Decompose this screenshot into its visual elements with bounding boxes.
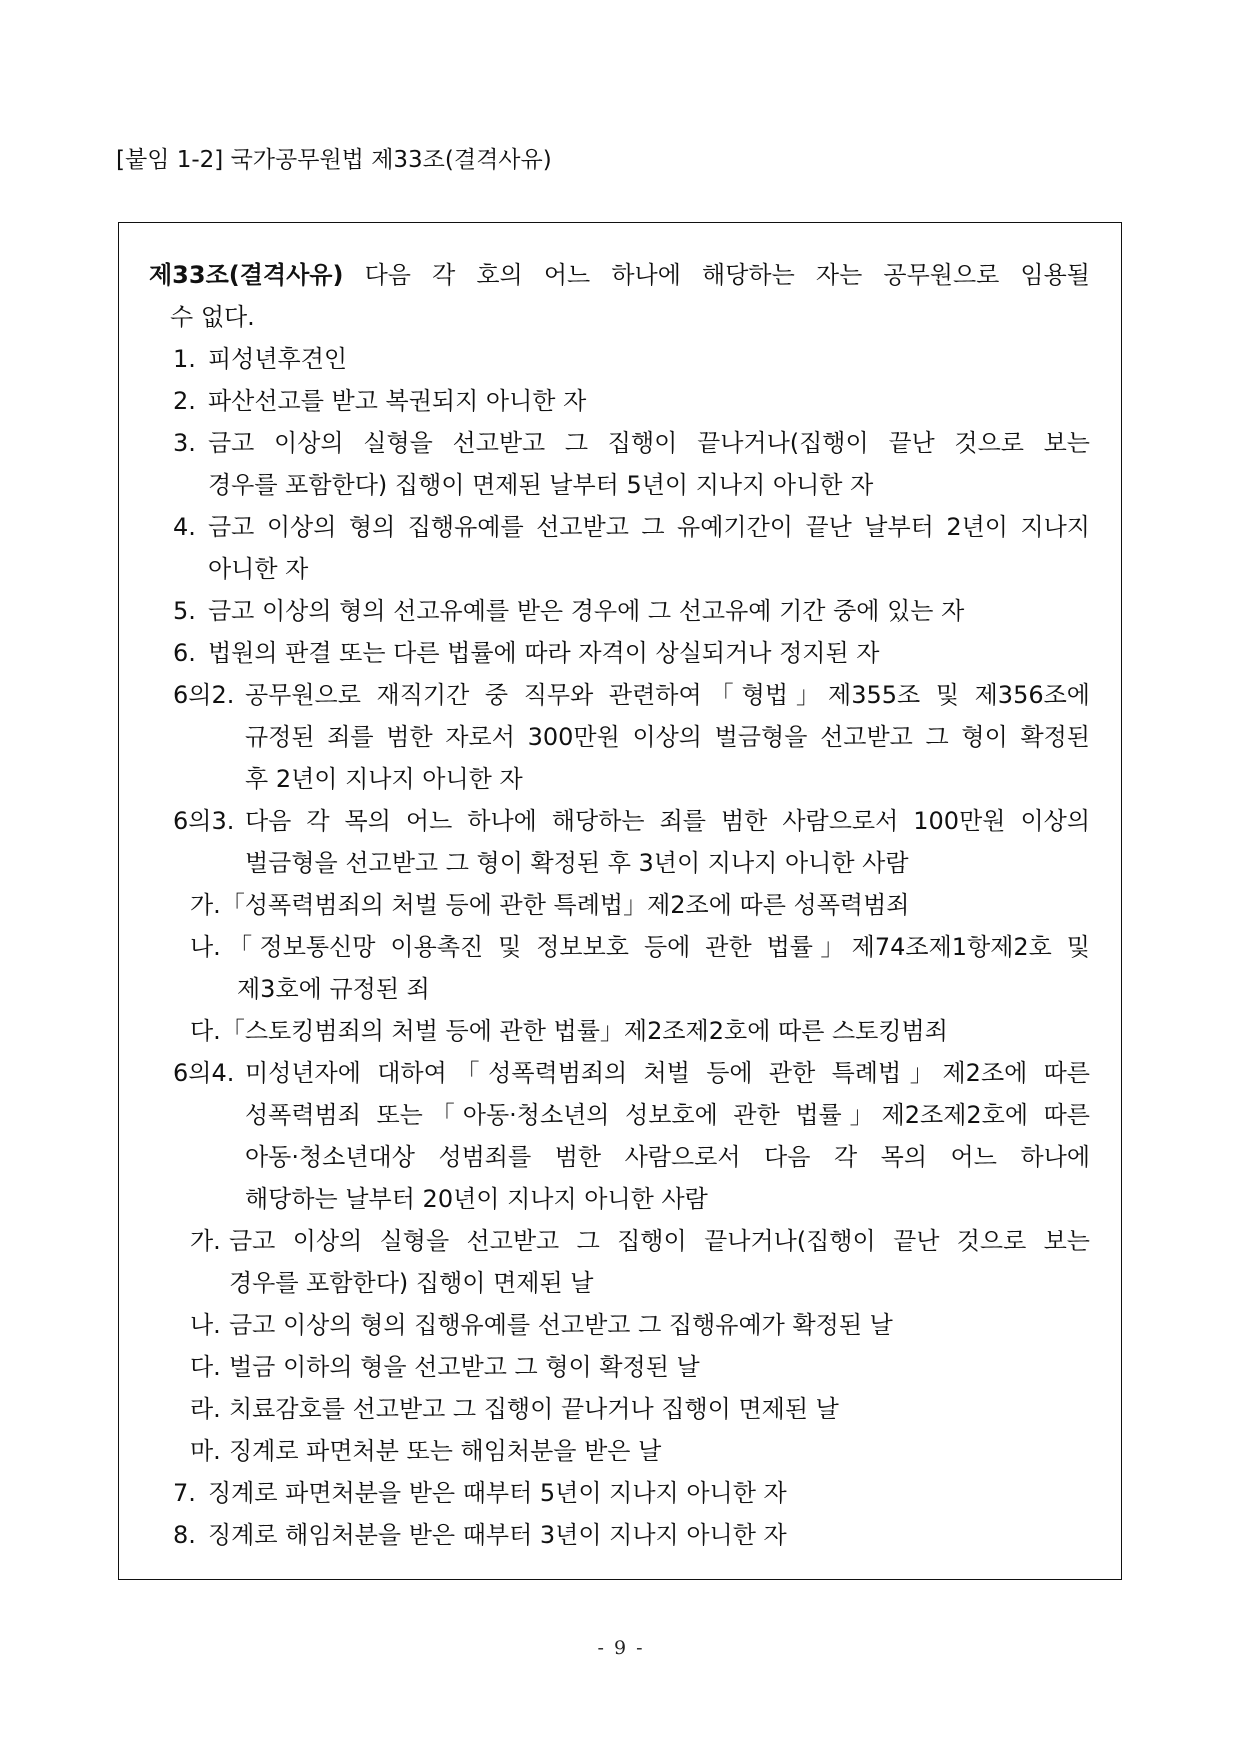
subitem-label: 가. <box>190 1227 221 1255</box>
item-text: 피성년후견인 <box>208 345 348 373</box>
subitem-text: 제3호에 규정된 죄 <box>237 975 430 1003</box>
item-6-4 <box>173 1052 1090 1094</box>
item-4-continued <box>208 548 1090 590</box>
item-6-4-continued <box>245 1094 1090 1136</box>
item-7 <box>173 1472 1090 1514</box>
subitem-6-4-na <box>190 1304 1090 1346</box>
subitem-6-4-ga <box>190 1220 1090 1262</box>
item-text: 금고 이상의 실형을 선고받고 그 집행이 끝나거나(집행이 끝난 것으로 보는 <box>208 429 1090 457</box>
subitem-label: 가. <box>190 891 221 919</box>
item-text: 금고 이상의 형의 집행유예를 선고받고 그 유예기간이 끝난 날부터 2년이 지나지 <box>208 513 1090 541</box>
item-text: 금고 이상의 형의 선고유예를 받은 경우에 그 선고유예 기간 중에 있는 자 <box>208 597 965 625</box>
subitem-6-4-ma <box>190 1430 1090 1472</box>
subitem-text: 치료감호를 선고받고 그 집행이 끝나거나 집행이 면제된 날 <box>229 1395 839 1423</box>
item-number: 1. <box>173 345 196 373</box>
item-text: 아니한 자 <box>208 555 309 583</box>
item-number: 6의4. <box>173 1059 235 1087</box>
item-6-3-continued <box>245 842 1090 884</box>
item-3 <box>173 422 1090 464</box>
article-intro-text: 다음 각 호의 어느 하나에 해당하는 자는 공무원으로 임용될 <box>364 261 1090 289</box>
item-5 <box>173 590 1090 632</box>
subitem-label: 다. <box>190 1017 221 1045</box>
subitem-6-4-da <box>190 1346 1090 1388</box>
item-text: 아동·청소년대상 성범죄를 범한 사람으로서 다음 각 목의 어느 하나에 <box>245 1143 1090 1171</box>
item-number: 3. <box>173 429 196 457</box>
subitem-6-3-ga <box>190 884 1090 926</box>
attachment-title: [붙임 1-2] 국가공무원법 제33조(결격사유) <box>116 147 552 173</box>
article-heading: 제33조(결격사유) <box>149 261 344 289</box>
article-box <box>118 222 1122 1580</box>
article-intro-line <box>170 296 1090 338</box>
item-6-4-continued <box>245 1178 1090 1220</box>
item-text: 해당하는 날부터 20년이 지나지 아니한 사람 <box>245 1185 708 1213</box>
subitem-6-4-ra <box>190 1388 1090 1430</box>
item-number: 6의2. <box>173 681 235 709</box>
item-number: 2. <box>173 387 196 415</box>
subitem-text: 벌금 이하의 형을 선고받고 그 형이 확정된 날 <box>229 1353 700 1381</box>
item-number: 8. <box>173 1521 196 1549</box>
item-text: 파산선고를 받고 복권되지 아니한 자 <box>208 387 587 415</box>
item-text: 법원의 판결 또는 다른 법률에 따라 자격이 상실되거나 정지된 자 <box>208 639 880 667</box>
article-intro-text: 수 없다. <box>170 303 255 331</box>
item-text: 징계로 해임처분을 받은 때부터 3년이 지나지 아니한 자 <box>208 1521 787 1549</box>
subitem-6-4-ga-continued <box>229 1262 1090 1304</box>
item-text: 벌금형을 선고받고 그 형이 확정된 후 3년이 지나지 아니한 사람 <box>245 849 909 877</box>
article-text <box>119 254 1090 1556</box>
subitem-text: 금고 이상의 형의 집행유예를 선고받고 그 집행유예가 확정된 날 <box>229 1311 893 1339</box>
subitem-text: 「스토킹범죄의 처벌 등에 관한 법률」제2조제2호에 따른 스토킹범죄 <box>220 1017 948 1045</box>
subitem-label: 나. <box>190 1311 221 1339</box>
item-text: 징계로 파면처분을 받은 때부터 5년이 지나지 아니한 자 <box>208 1479 787 1507</box>
item-6-4-continued <box>245 1136 1090 1178</box>
subitem-text: 경우를 포함한다) 집행이 면제된 날 <box>229 1269 594 1297</box>
subitem-label: 마. <box>190 1437 221 1465</box>
item-text: 공무원으로 재직기간 중 직무와 관련하여「형법」제355조 및 제356조에 <box>245 681 1090 709</box>
item-2 <box>173 380 1090 422</box>
subitem-6-3-na <box>190 926 1090 968</box>
item-number: 4. <box>173 513 196 541</box>
item-6-2-continued <box>245 758 1090 800</box>
page-number: - 9 - <box>597 1637 643 1659</box>
item-number: 5. <box>173 597 196 625</box>
item-8 <box>173 1514 1090 1556</box>
item-text: 후 2년이 지나지 아니한 자 <box>245 765 523 793</box>
item-text: 규정된 죄를 범한 자로서 300만원 이상의 벌금형을 선고받고 그 형이 확정된 <box>245 723 1090 751</box>
subitem-6-3-na-continued <box>237 968 1090 1010</box>
item-text: 성폭력범죄 또는「아동·청소년의 성보호에 관한 법률」제2조제2호에 따른 <box>245 1101 1090 1129</box>
subitem-text: 징계로 파면처분 또는 해임처분을 받은 날 <box>229 1437 662 1465</box>
subitem-text: 금고 이상의 실형을 선고받고 그 집행이 끝나거나(집행이 끝난 것으로 보는 <box>229 1227 1090 1255</box>
item-text: 다음 각 목의 어느 하나에 해당하는 죄를 범한 사람으로서 100만원 이상의 <box>245 807 1090 835</box>
subitem-6-3-da <box>190 1010 1090 1052</box>
item-6-2 <box>173 674 1090 716</box>
subitem-label: 다. <box>190 1353 221 1381</box>
subitem-label: 나. <box>190 933 221 961</box>
item-text: 미성년자에 대하여「성폭력범죄의 처벌 등에 관한 특례법」제2조에 따른 <box>245 1059 1090 1087</box>
item-3-continued <box>208 464 1090 506</box>
subitem-text: 「성폭력범죄의 처벌 등에 관한 특례법」제2조에 따른 성폭력범죄 <box>220 891 910 919</box>
item-text: 경우를 포함한다) 집행이 면제된 날부터 5년이 지나지 아니한 자 <box>208 471 874 499</box>
article-heading-line <box>149 254 1090 296</box>
item-number: 6의3. <box>173 807 235 835</box>
item-6-2-continued <box>245 716 1090 758</box>
subitem-label: 라. <box>190 1395 221 1423</box>
item-4 <box>173 506 1090 548</box>
item-6 <box>173 632 1090 674</box>
item-number: 7. <box>173 1479 196 1507</box>
item-number: 6. <box>173 639 196 667</box>
item-6-3 <box>173 800 1090 842</box>
item-1 <box>173 338 1090 380</box>
subitem-text: 「정보통신망 이용촉진 및 정보보호 등에 관한 법률」제74조제1항제2호 및 <box>220 933 1090 961</box>
